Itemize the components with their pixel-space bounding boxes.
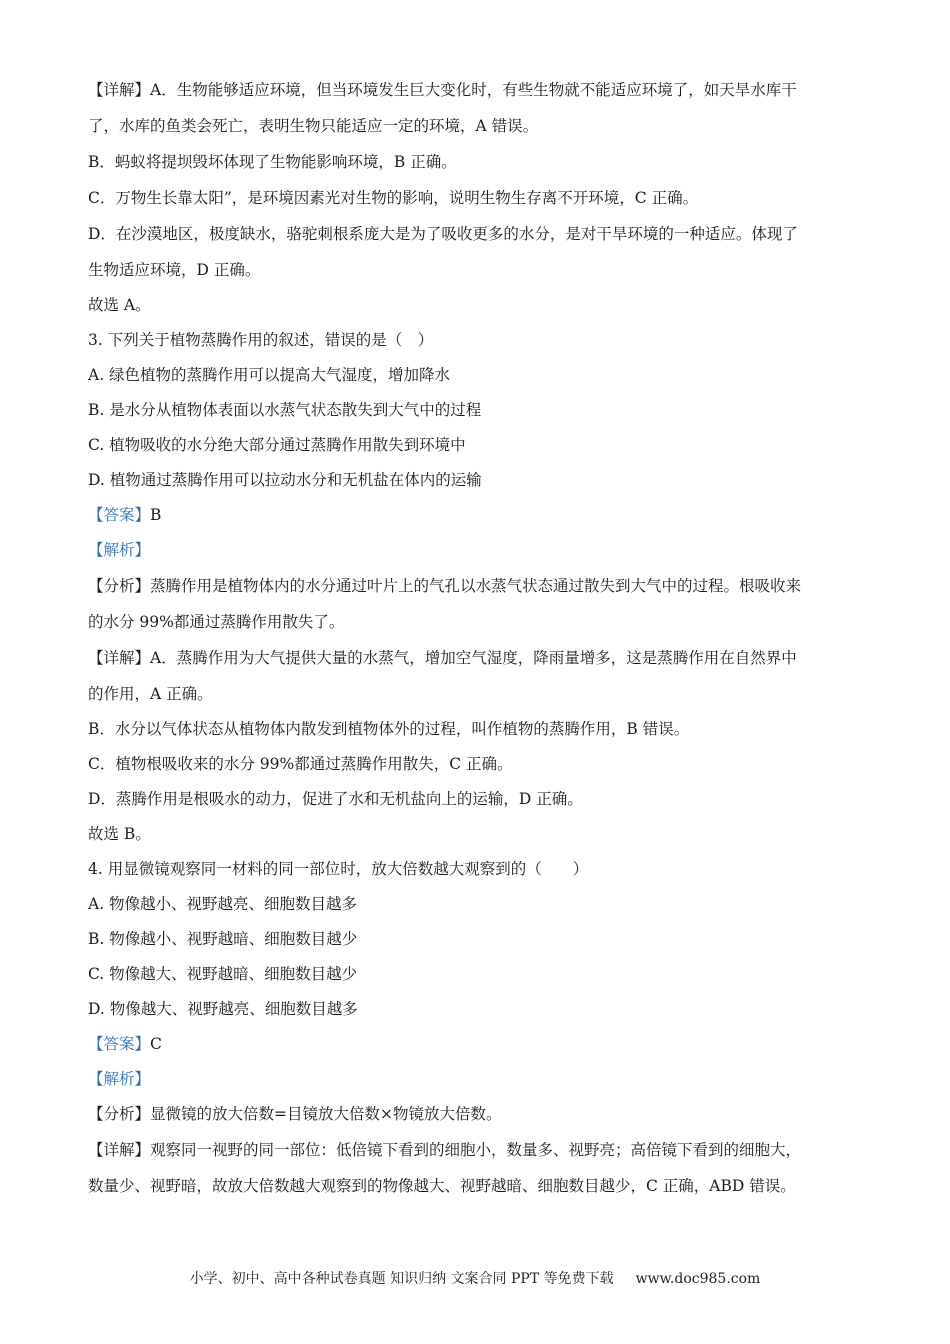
answer-value: B — [150, 506, 162, 524]
q2-detail-line: 【详解】A．生物能够适应环境，但当环境发生巨大变化时，有些生物就不能适应环境了，如天旱水库干 — [88, 81, 797, 99]
q3-detail-line: 【详解】A．蒸腾作用为大气提供大量的水蒸气，增加空气湿度，降雨量增多，这是蒸腾作用在自然界中 — [88, 649, 797, 667]
document-page — [88, 72, 868, 1204]
q3-fenxi-line: 【分析】蒸腾作用是植物体内的水分通过叶片上的气孔以水蒸气状态通过散失到大气中的过程。根吸收来 — [88, 577, 802, 595]
detail-label: 【详解】 — [88, 81, 151, 99]
q4-option-c: C. 物像越大、视野越暗、细胞数目越少 — [88, 965, 358, 983]
q3-answer — [88, 498, 868, 533]
q3-detail-line: C．植物根吸收来的水分 99%都通过蒸腾作用散失，C 正确。 — [88, 755, 513, 773]
answer-value: C — [150, 1035, 162, 1053]
q2-conclusion: 故选 A。 — [88, 296, 151, 314]
q3-conclusion: 故选 B。 — [88, 825, 151, 843]
q2-detail-line: 了，水库的鱼类会死亡，表明生物只能适应一定的环境，A 错误。 — [88, 117, 539, 135]
fenxi-label: 【分析】 — [88, 577, 151, 595]
q3-option-c: C. 植物吸收的水分绝大部分通过蒸腾作用散失到环境中 — [88, 436, 466, 454]
q3-detail-line: D．蒸腾作用是根吸水的动力，促进了水和无机盐向上的运输，D 正确。 — [88, 790, 583, 808]
q4-answer — [88, 1027, 868, 1062]
q2-detail-line: 生物适应环境，D 正确。 — [88, 261, 261, 279]
q4-detail-line: 数量少、视野暗，故放大倍数越大观察到的物像越大、视野越暗、细胞数目越少，C 正确，ABD 错误。 — [88, 1177, 796, 1195]
q4-fenxi-line: 【分析】显微镜的放大倍数=目镜放大倍数×物镜放大倍数。 — [88, 1105, 502, 1123]
q3-fenxi-line: 的水分 99%都通过蒸腾作用散失了。 — [88, 613, 345, 631]
question-3-stem: 3. 下列关于植物蒸腾作用的叙述，错误的是（ ） — [88, 331, 434, 349]
q4-analysis-label: 【解析】 — [88, 1070, 151, 1088]
q2-detail-line: B．蚂蚁将提坝毁坏体现了生物能影响环境，B 正确。 — [88, 153, 457, 171]
detail-label: 【详解】 — [88, 649, 151, 667]
q3-detail-line: 的作用，A 正确。 — [88, 685, 213, 703]
q4-option-a: A. 物像越小、视野越亮、细胞数目越多 — [88, 895, 358, 913]
q4-option-b: B. 物像越小、视野越暗、细胞数目越少 — [88, 930, 358, 948]
fenxi-label: 【分析】 — [88, 1105, 151, 1123]
answer-label: 【答案】 — [88, 506, 151, 524]
q3-detail-line: B．水分以气体状态从植物体内散发到植物体外的过程，叫作植物的蒸腾作用，B 错误。 — [88, 720, 690, 738]
q3-option-a: A. 绿色植物的蒸腾作用可以提高大气湿度，增加降水 — [88, 366, 451, 384]
q4-option-d: D. 物像越大、视野越亮、细胞数目越多 — [88, 1000, 358, 1018]
q2-detail-line: D．在沙漠地区，极度缺水，骆驼刺根系庞大是为了吸收更多的水分，是对干旱环境的一种适应。体现了 — [88, 225, 798, 243]
page-footer — [0, 1268, 950, 1288]
q2-detail-line: C．万物生长靠太阳”，是环境因素光对生物的影响，说明生物生存离不开环境，C 正确。 — [88, 189, 699, 207]
q4-detail-line: 【详解】观察同一视野的同一部位：低倍镜下看到的细胞小，数量多、视野亮；高倍镜下看到的细胞大， — [88, 1141, 802, 1159]
question-4-stem: 4. 用显微镜观察同一材料的同一部位时，放大倍数越大观察到的（ ） — [88, 860, 589, 878]
footer-text: 小学、初中、高中各种试卷真题 知识归纳 文案合同 PPT 等免费下载 — [189, 1271, 614, 1287]
answer-label: 【答案】 — [88, 1035, 151, 1053]
q3-option-d: D. 植物通过蒸腾作用可以拉动水分和无机盐在体内的运输 — [88, 471, 482, 489]
detail-label: 【详解】 — [88, 1141, 151, 1159]
q3-analysis-label: 【解析】 — [88, 541, 151, 559]
footer-url[interactable]: www.doc985.com — [635, 1271, 761, 1287]
q3-option-b: B. 是水分从植物体表面以水蒸气状态散失到大气中的过程 — [88, 401, 482, 419]
